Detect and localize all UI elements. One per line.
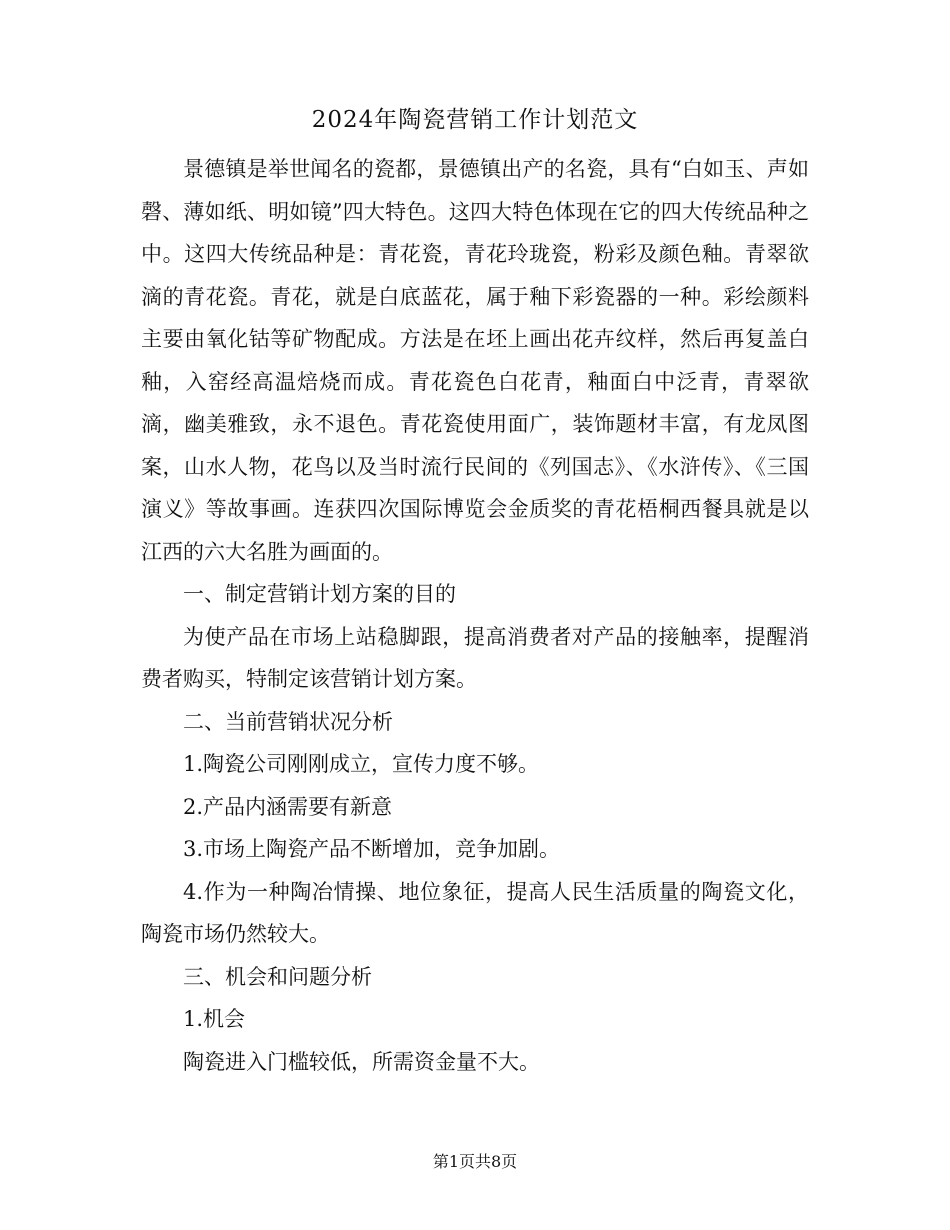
document-body: [141, 148, 809, 1083]
subheading-opportunity: 1.机会: [183, 1007, 246, 1031]
page-number-footer: 第1页共8页: [432, 1152, 518, 1171]
intro-paragraph: 景德镇是举世闻名的瓷都，景德镇出产的名瓷，具有“白如玉、声如磬、薄如纸、明如镜”四大特色。这四大特色体现在它的四大传统品种之中。这四大传统品种是：青花瓷，青花玲珑瓷，粉彩及颜色釉。青翠欲滴的青花瓷。青花，就是白底蓝花，属于釉下彩瓷器的一种。彩绘颜料主要由氧化钴等矿物配成。方法是在坯上画出花卉纹样，然后再复盖白釉，入窑经高温焙烧而成。青花瓷色白花青，釉面白中泛青，青翠欲滴，幽美雅致，永不退色。青花瓷使用面广，装饰题材丰富，有龙凤图案，山水人物，花鸟以及当时流行民间的《列国志》、《水浒传》、《三国演义》等故事画。连获四次国际博览会金质奖的青花梧桐西餐具就是以江西的六大名胜为画面的。: [141, 157, 809, 564]
status-item-1: 1.陶瓷公司刚刚成立，宣传力度不够。: [183, 752, 540, 776]
section-heading-purpose: 一、制定营销计划方案的目的: [183, 582, 456, 606]
section-heading-opportunity: 三、机会和问题分析: [183, 964, 372, 989]
opportunity-paragraph: 陶瓷进入门槛较低，所需资金量不大。: [183, 1049, 540, 1074]
document-title: 2024年陶瓷营销工作计划范文: [311, 107, 639, 133]
section-heading-status: 二、当前营销状况分析: [183, 709, 393, 734]
status-item-4: 4.作为一种陶冶情操、地位象征，提高人民生活质量的陶瓷文化，陶瓷市场仍然较大。: [141, 879, 809, 946]
purpose-paragraph: 为使产品在市场上站稳脚跟，提高消费者对产品的接触率，提醒消费者购买，特制定该营销计划方案。: [141, 624, 809, 691]
status-item-3: 3.市场上陶瓷产品不断增加，竞争加剧。: [183, 837, 561, 861]
status-item-2: 2.产品内涵需要有新意: [183, 794, 393, 819]
